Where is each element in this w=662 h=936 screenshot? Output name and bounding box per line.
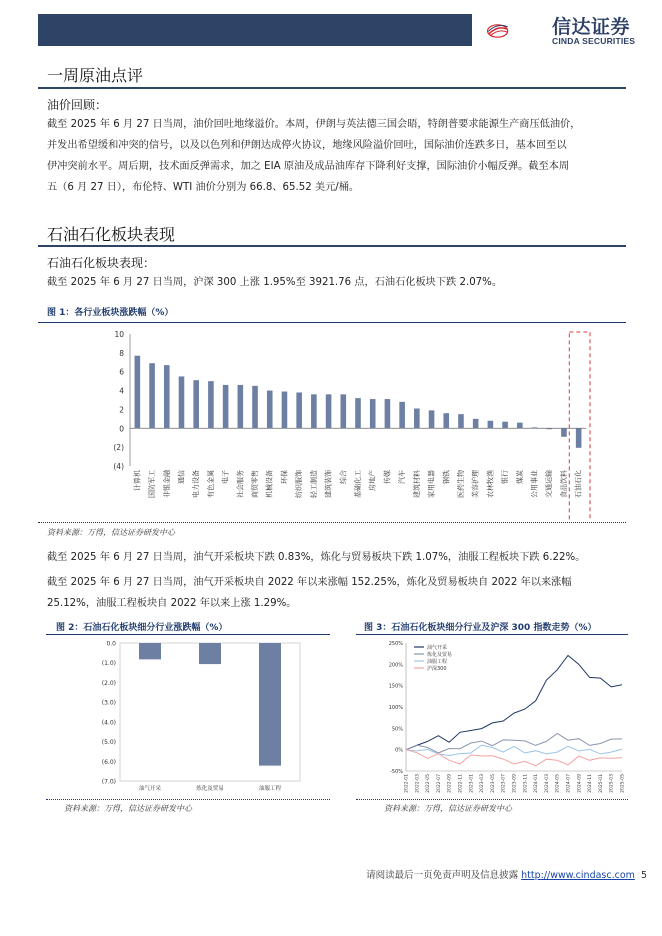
bar-建筑材料: [414, 408, 420, 428]
bar-钢铁: [443, 413, 449, 428]
bar-基础化工: [355, 398, 361, 428]
subsector-trend-line-chart: [372, 637, 628, 797]
x-tick-label: 2023-05: [490, 774, 496, 793]
section-title-sector-performance: 石油石化板块表现: [47, 225, 176, 244]
x-tick-label: 2024-09: [577, 774, 583, 793]
bar-农林牧渔: [488, 421, 494, 429]
x-tick-label: 2025-01: [598, 774, 604, 793]
header-bar: [38, 14, 472, 46]
logo-en-text: CINDA SECURITIES: [552, 36, 636, 46]
x-tick-label: 汽车: [398, 470, 407, 484]
paragraph-line: 五（6 月 27 日），布伦特、WTI 油价分别为 66.8、65.52 美元/桶。: [47, 182, 360, 193]
bar-炼化及贸易: [199, 643, 221, 664]
x-tick-label: 交通运输: [545, 470, 554, 498]
bar-房地产: [370, 399, 376, 428]
x-tick-label: 通信: [177, 470, 186, 484]
x-tick-label: 2024-07: [566, 774, 572, 793]
x-tick-label: 2024-01: [534, 774, 540, 793]
x-tick-label: 美容护理: [471, 470, 480, 498]
figure1-source: 资料来源：万得，信达证券研发中心: [47, 528, 175, 537]
subsector-bar-chart: [80, 637, 310, 797]
x-tick-label: 社会服务: [236, 470, 245, 498]
bar-油服工程: [259, 643, 281, 766]
bar-通信: [179, 376, 185, 428]
x-tick-label: 房地产: [368, 470, 377, 491]
bar-汽车: [399, 402, 405, 428]
figure3-bottom-rule: [356, 799, 628, 800]
legend-label: 油气开采: [427, 645, 448, 651]
y-tick-label: 100%: [388, 705, 403, 711]
bar-国防军工: [149, 363, 155, 428]
bar-家用电器: [429, 410, 435, 428]
industry-bar-chart: [38, 324, 626, 520]
y-tick-label: (4): [113, 462, 124, 471]
bar-食品饮料: [561, 428, 567, 436]
y-tick-label: 200%: [388, 662, 403, 669]
y-tick-label: (7.0): [101, 778, 116, 786]
x-tick-label: 2023-09: [512, 774, 518, 793]
x-tick-label: 油服工程: [258, 786, 282, 792]
y-tick-label: 50%: [391, 726, 403, 733]
x-tick-label: 轻工制造: [309, 470, 318, 498]
x-tick-label: 2022-01: [404, 774, 410, 793]
figure2-source: 资料来源：万得，信达证券研发中心: [64, 804, 192, 813]
figure3-source: 资料来源：万得，信达证券研发中心: [384, 804, 512, 813]
y-tick-label: 2: [119, 405, 124, 415]
section-divider: [38, 245, 626, 247]
series-line-炼化及贸易: [406, 734, 622, 753]
x-tick-label: 非银金融: [162, 470, 171, 498]
x-tick-label: 公用事业: [530, 470, 539, 498]
legend-label: 沪深300: [427, 666, 447, 672]
x-tick-label: 2023-03: [480, 774, 486, 793]
figure2-bottom-rule: [46, 799, 330, 800]
figure2-caption: 图 2：石油石化板块细分行业涨跌幅（%）: [56, 623, 228, 633]
y-tick-label: -50%: [390, 769, 403, 775]
bar-有色金属: [208, 381, 214, 428]
bar-轻工制造: [311, 394, 317, 428]
bar-传媒: [385, 399, 391, 428]
bar-非银金融: [164, 365, 170, 428]
y-tick-label: (5.0): [101, 739, 116, 747]
x-tick-label: 基础化工: [354, 470, 362, 498]
x-tick-label: 2024-11: [588, 774, 594, 793]
figure1-caption: 图 1：各行业板块涨跌幅（%）: [47, 308, 174, 318]
bar-计算机: [135, 356, 141, 429]
x-tick-label: 2022-09: [447, 774, 453, 793]
x-tick-label: 纺织服饰: [295, 470, 304, 498]
x-tick-label: 商贸零售: [251, 470, 260, 498]
x-tick-label: 有色金属: [206, 470, 215, 498]
bar-商贸零售: [252, 386, 258, 428]
figure1-bottom-rule: [38, 522, 626, 523]
x-tick-label: 2023-07: [501, 774, 507, 793]
y-tick-label: 10: [114, 330, 124, 339]
y-tick-label: 8: [119, 348, 124, 358]
bar-综合: [340, 394, 346, 428]
cinda-logo-icon: [486, 12, 548, 50]
x-tick-label: 石油石化: [574, 470, 583, 498]
x-tick-label: 2023-11: [523, 774, 529, 793]
y-tick-label: 250%: [388, 641, 403, 647]
x-tick-label: 2022-05: [426, 774, 432, 793]
paragraph-hs300: 截至 2025 年 6 月 27 日当周，沪深 300 上涨 1.95%至 3921.76 点，石油石化板块下跌 2.07%。: [47, 277, 503, 288]
x-tick-label: 建筑装饰: [324, 470, 333, 498]
bar-煤炭: [517, 423, 523, 429]
x-tick-label: 传媒: [383, 470, 392, 484]
y-tick-label: (2.0): [101, 679, 116, 687]
bar-公用事业: [532, 427, 538, 428]
bar-机械设备: [267, 391, 273, 429]
bar-建筑装饰: [326, 394, 332, 428]
figure3-top-rule: [356, 634, 628, 635]
x-tick-label: 机械设备: [265, 470, 274, 498]
footer-website-link[interactable]: http://www.cindasc.com: [521, 870, 635, 881]
bar-美容护理: [473, 419, 479, 428]
legend-label: 油服工程: [427, 659, 448, 665]
x-tick-label: 2024-05: [555, 774, 561, 793]
y-tick-label: 6: [119, 367, 124, 377]
paragraph-line: 伊冲突前水平。周后期，技术面反弹需求，加之 EIA 原油及成品油库存下降利好支撑，国际油价小幅反弹。截至本周: [47, 161, 570, 172]
x-tick-label: 电力设备: [192, 470, 201, 498]
bar-环保: [282, 392, 288, 429]
y-tick-label: (4.0): [101, 719, 116, 727]
figure1-top-rule: [38, 322, 626, 323]
x-tick-label: 食品饮料: [559, 470, 568, 498]
logo-cn-text: 信达证券: [552, 16, 631, 38]
bar-社会服务: [238, 385, 244, 428]
x-tick-label: 2025-05: [620, 774, 626, 793]
y-tick-label: 150%: [388, 683, 403, 690]
paragraph-line: 截至 2025 年 6 月 27 日当周，油气开采板块自 2022 年以来涨幅 152.25%，炼化及贸易板块自 2022 年以来涨幅: [47, 577, 572, 588]
x-tick-label: 电子: [221, 470, 230, 484]
y-tick-label: (2): [113, 443, 124, 453]
paragraph-oil-price: [47, 114, 627, 198]
x-tick-label: 炼化及贸易: [196, 786, 224, 792]
section-title-oil-review: 一周原油点评: [47, 66, 144, 85]
series-line-沪深300: [406, 750, 622, 766]
page-footer: [366, 867, 647, 881]
x-tick-label: 2024-03: [544, 774, 550, 793]
x-tick-label: 计算机: [133, 470, 142, 491]
paragraph-line: 25.12%，油服工程板块自 2022 年以来上涨 1.29%。: [47, 598, 297, 609]
subtitle-oil-price-review: 油价回顾：: [47, 98, 108, 112]
bar-电子: [223, 385, 229, 428]
x-tick-label: 银行: [501, 470, 510, 484]
bar-纺织服饰: [296, 392, 302, 428]
x-tick-label: 钢铁: [442, 470, 451, 484]
y-tick-label: (6.0): [101, 758, 116, 766]
y-tick-label: 0.0: [106, 640, 116, 648]
legend-label: 炼化及贸易: [427, 652, 453, 658]
x-tick-label: 2022-07: [436, 774, 442, 793]
paragraph-subsector-weekly: 截至 2025 年 6 月 27 日当周，油气开采板块下跌 0.83%，炼化与贸易板块下跌 1.07%，油服工程板块下跌 6.22%。: [47, 552, 586, 563]
bar-油气开采: [139, 643, 161, 659]
x-tick-label: 油气开采: [138, 786, 162, 792]
bar-石油石化: [576, 428, 582, 448]
section-divider: [38, 87, 626, 89]
x-tick-label: 2022-11: [458, 774, 464, 793]
figure2-top-rule: [46, 634, 330, 635]
y-tick-label: (3.0): [101, 699, 116, 707]
x-tick-label: 环保: [280, 470, 289, 484]
x-tick-label: 农林牧渔: [486, 470, 495, 498]
x-tick-label: 综合: [339, 470, 348, 484]
x-tick-label: 建筑材料: [412, 470, 421, 498]
x-tick-label: 2025-03: [609, 774, 615, 793]
page-number: 5: [640, 870, 647, 881]
bar-电力设备: [193, 380, 199, 428]
y-tick-label: 0%: [395, 747, 403, 754]
subtitle-sector-performance: 石油石化板块表现：: [47, 256, 156, 270]
x-tick-label: 2023-01: [469, 774, 475, 793]
footer-disclaimer-text: 请阅读最后一页免责声明及信息披露: [366, 870, 522, 881]
x-tick-label: 2022-03: [415, 774, 421, 793]
x-tick-label: 煤炭: [515, 470, 524, 484]
paragraph-line: 截至 2025 年 6 月 27 日当周，油价回吐地缘溢价。本周，伊朗与英法德三国会晤，特朗普要求能源生产商压低油价，: [47, 119, 581, 130]
y-tick-label: 4: [119, 386, 124, 396]
x-tick-label: 国防军工: [148, 470, 157, 498]
paragraph-subsector-since-2022: [47, 572, 627, 614]
x-tick-label: 家用电器: [427, 470, 436, 498]
paragraph-line: 并发出希望缓和冲突的信号，以及以色列和伊朗达成停火协议，地缘风险溢价回吐，国际油价连跌多日，基本回至以: [47, 140, 567, 151]
y-tick-label: (1.0): [101, 660, 116, 668]
x-tick-label: 医药生物: [456, 470, 465, 498]
bar-银行: [502, 422, 508, 429]
figure3-caption: 图 3：石油石化板块细分行业及沪深 300 指数走势（%）: [364, 623, 597, 633]
bar-交通运输: [546, 428, 552, 429]
bar-医药生物: [458, 414, 464, 428]
y-tick-label: 0: [119, 424, 124, 434]
